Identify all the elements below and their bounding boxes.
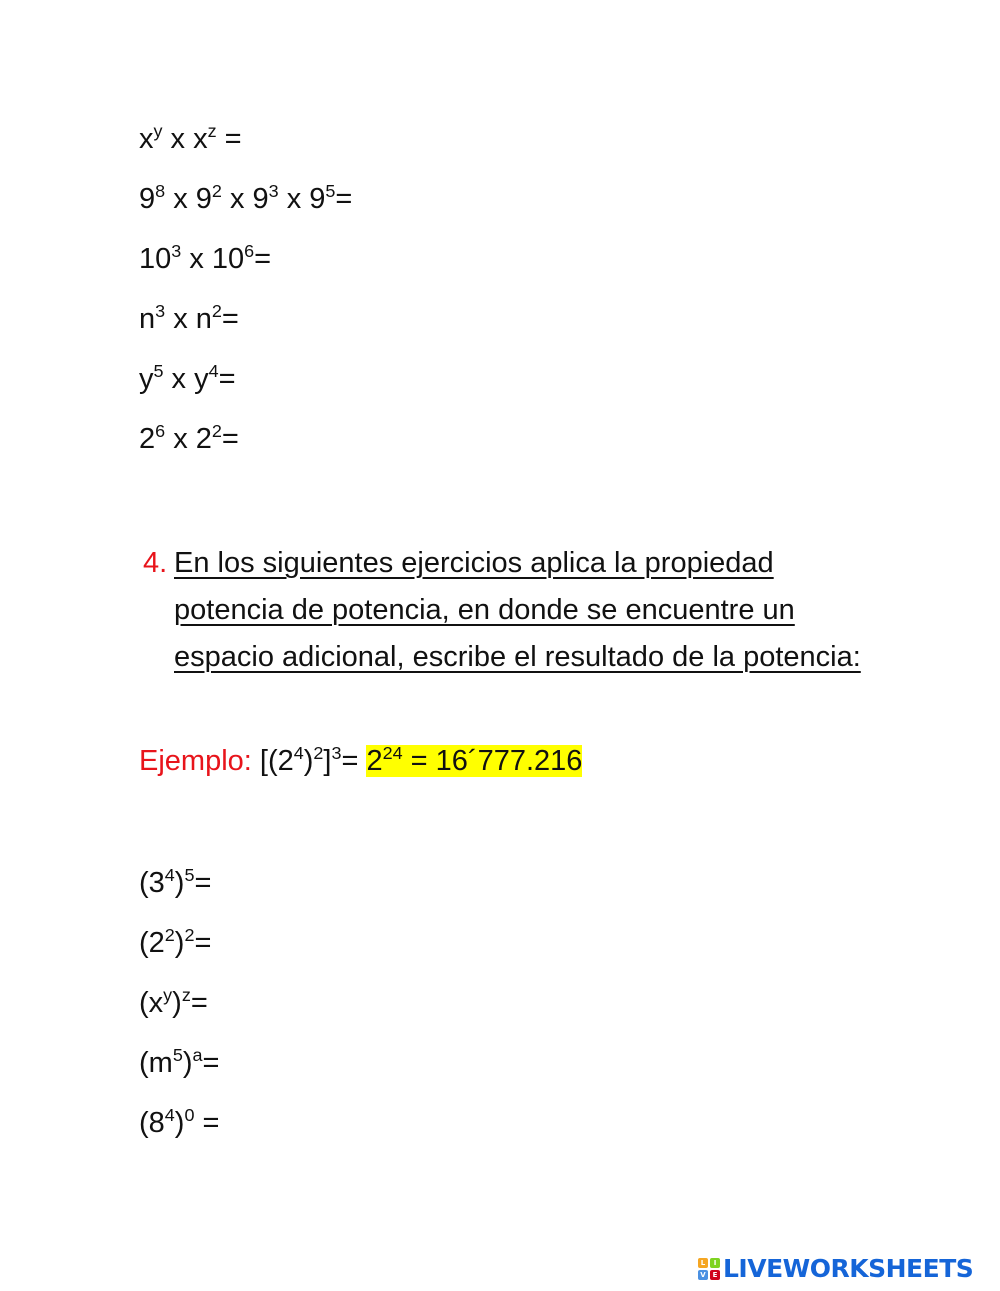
base-text: x x bbox=[162, 123, 208, 155]
base-text: 2 bbox=[139, 423, 156, 455]
exercise-line bbox=[139, 925, 211, 961]
exponent: a bbox=[192, 1044, 203, 1065]
base-text: = bbox=[335, 183, 353, 215]
exponent: 5 bbox=[172, 1044, 183, 1065]
example-expression bbox=[251, 742, 367, 777]
base-text: ) bbox=[174, 927, 185, 959]
exponent: y bbox=[153, 120, 163, 141]
logo-tile: V bbox=[698, 1270, 708, 1280]
exponent: 6 bbox=[155, 420, 166, 441]
exponent: 3 bbox=[155, 300, 166, 321]
brand-name: LIVEWORKSHEETS bbox=[723, 1254, 974, 1283]
exercise-line bbox=[139, 865, 211, 901]
exercise-line bbox=[139, 181, 352, 217]
instruction-text: En los siguientes ejercicios aplica la propiedad potencia de potencia, en donde se encuentre un espacio adicional, escribe el resultado de la potencia: bbox=[174, 547, 861, 673]
exponent: 4 bbox=[164, 1104, 175, 1125]
exponent: y bbox=[163, 984, 173, 1005]
base-text: = bbox=[216, 123, 242, 155]
base-text: ) bbox=[174, 867, 185, 899]
base-text: ) bbox=[303, 745, 314, 777]
base-text: (m bbox=[139, 1047, 173, 1079]
base-text: n bbox=[139, 303, 156, 335]
base-text: x 9 bbox=[278, 183, 326, 215]
exponent: z bbox=[181, 984, 191, 1005]
base-text: (x bbox=[139, 987, 164, 1019]
logo-tile: E bbox=[710, 1270, 720, 1280]
base-text: ) bbox=[172, 987, 182, 1019]
base-text: x 9 bbox=[165, 183, 212, 215]
base-text: [(2 bbox=[251, 745, 294, 777]
exponent: 8 bbox=[155, 180, 166, 201]
example-result bbox=[366, 742, 583, 777]
base-text: x y bbox=[163, 363, 209, 395]
base-text: x 9 bbox=[221, 183, 269, 215]
example-label: Ejemplo: bbox=[139, 745, 252, 777]
base-text: ) bbox=[174, 1107, 185, 1139]
exercise-line bbox=[139, 241, 271, 277]
exponent: 0 bbox=[184, 1104, 195, 1125]
base-text: (8 bbox=[139, 1107, 165, 1139]
exponent: 4 bbox=[293, 742, 304, 763]
base-text: x bbox=[139, 123, 154, 155]
base-text: = bbox=[221, 423, 239, 455]
exponent: 2 bbox=[164, 924, 175, 945]
exponent: 5 bbox=[184, 864, 195, 885]
exponent: z bbox=[207, 120, 217, 141]
exercise-line bbox=[139, 421, 239, 457]
base-text: = bbox=[341, 745, 367, 777]
exponent: 4 bbox=[164, 864, 175, 885]
exponent: 3 bbox=[171, 240, 182, 261]
exponent: 2 bbox=[211, 180, 222, 201]
exponent: 5 bbox=[325, 180, 336, 201]
exponent: 24 bbox=[382, 742, 403, 763]
base-text: ] bbox=[323, 745, 332, 777]
exercise-line bbox=[139, 1045, 219, 1081]
base-text: = bbox=[218, 363, 236, 395]
exponent: 2 bbox=[211, 300, 222, 321]
exercise-line bbox=[139, 985, 208, 1021]
base-text: = 16´777.216 bbox=[402, 745, 583, 777]
base-text: = bbox=[194, 1107, 220, 1139]
example-line bbox=[139, 743, 582, 779]
exponent: 4 bbox=[208, 360, 219, 381]
logo-tile: I bbox=[710, 1258, 720, 1268]
exercise-line bbox=[139, 121, 242, 157]
base-text: = bbox=[202, 1047, 220, 1079]
exercise-line bbox=[139, 1105, 219, 1141]
exponent: 2 bbox=[313, 742, 324, 763]
base-text: = bbox=[221, 303, 239, 335]
exponent: 3 bbox=[331, 742, 342, 763]
liveworksheets-logo-icon bbox=[698, 1258, 720, 1280]
base-text: ) bbox=[182, 1047, 193, 1079]
base-text: y bbox=[139, 363, 154, 395]
exercise-line bbox=[139, 301, 239, 337]
base-text: x n bbox=[165, 303, 212, 335]
exponent: 5 bbox=[153, 360, 164, 381]
exponent: 6 bbox=[244, 240, 255, 261]
base-text: 2 bbox=[366, 745, 383, 777]
base-text: (2 bbox=[139, 927, 165, 959]
instruction-block bbox=[143, 540, 873, 681]
liveworksheets-brand bbox=[698, 1254, 973, 1283]
base-text: (3 bbox=[139, 867, 165, 899]
base-text: = bbox=[254, 243, 272, 275]
base-text: x 2 bbox=[165, 423, 212, 455]
exercise-line bbox=[139, 361, 236, 397]
logo-tile: L bbox=[698, 1258, 708, 1268]
base-text: 10 bbox=[139, 243, 172, 275]
base-text: = bbox=[190, 987, 208, 1019]
exponent: 2 bbox=[211, 420, 222, 441]
base-text: = bbox=[194, 927, 212, 959]
exponent: 2 bbox=[184, 924, 195, 945]
exponent: 3 bbox=[268, 180, 279, 201]
base-text: 9 bbox=[139, 183, 156, 215]
instruction-number: 4. bbox=[143, 547, 168, 579]
base-text: x 10 bbox=[181, 243, 245, 275]
base-text: = bbox=[194, 867, 212, 899]
